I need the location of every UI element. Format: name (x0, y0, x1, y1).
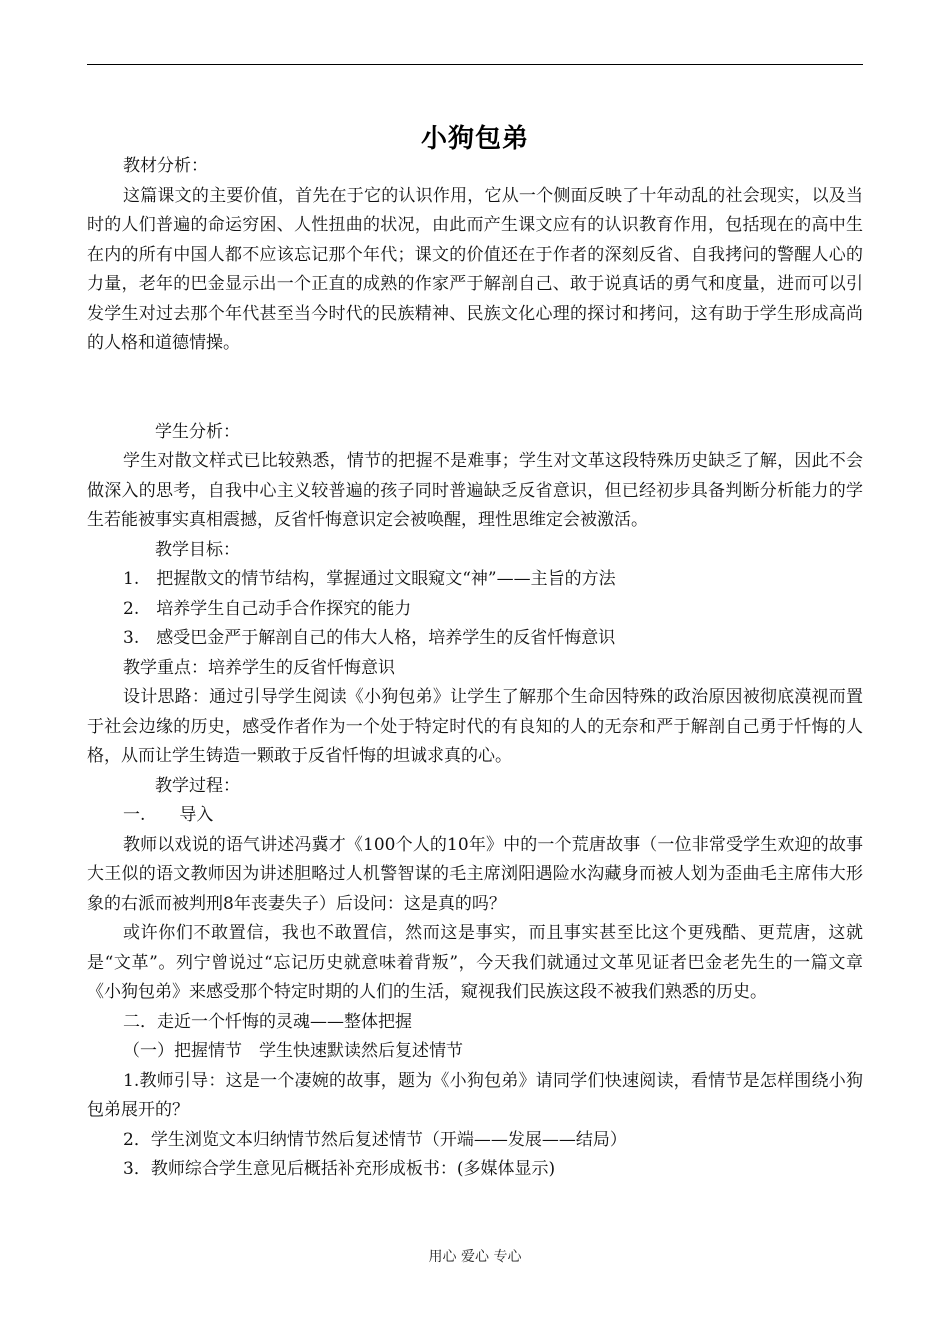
paragraph-introduction-story: 教师以戏说的语气讲述冯冀才《100个人的10年》中的一个荒唐故事（一位非常受学生欢迎的故事大王似的语文教师因为讲述胆略过人机警智谋的毛主席浏阳遇险水沟藏身而被人划为歪曲毛主席伟大形象的右派而被判刑8年丧妻失子）后设问：这是真的吗？ (87, 834, 863, 914)
process-step-1-heading: 一. 导入 (123, 805, 214, 825)
document-title: 小狗包弟 (420, 124, 529, 154)
section-heading-student-analysis: 学生分析： (155, 421, 240, 442)
header-rule (87, 64, 863, 65)
document-body (87, 152, 863, 1185)
goal-item-1: 1. 把握散文的情节结构，掌握通过文眼窥文“神”——主旨的方法 (123, 569, 616, 589)
teaching-focus: 教学重点：培养学生的反省忏悔意识 (123, 657, 395, 678)
section-heading-teaching-goals: 教学目标： (155, 539, 240, 560)
goal-item-3: 3. 感受巴金严于解剖自己的伟大人格，培养学生的反省忏悔意识 (123, 628, 616, 648)
design-approach: 设计思路：通过引导学生阅读《小狗包弟》让学生了解那个生命因特殊的政治原因被彻底漠视而置于社会边缘的历史，感受作者作为一个处于特定时代的有良知的人的无奈和严于解剖自己勇于忏悔的人格，从而让学生铸造一颗敢于反省忏悔的坦诚求真的心。 (87, 687, 863, 766)
process-step-2-heading: 二．走近一个忏悔的灵魂——整体把握 (123, 1011, 412, 1032)
paragraph-introduction-followup: 或许你们不敢置信，我也不敢置信，然而这是事实，而且事实甚至比这个更残酷、更荒唐，这就是“文革”。列宁曾说过“忘记历史就意味着背叛”，今天我们就通过文革见证者巴金老先生的一篇文章《小狗包弟》来感受那个特定时期的人们的生活，窥视我们民族这段不被我们熟悉的历史。 (87, 923, 863, 1002)
section-heading-material-analysis: 教材分析： (123, 156, 208, 176)
sub-step-item-2: 2．学生浏览文本归纳情节然后复述情节（开端——发展——结局） (123, 1129, 627, 1150)
paragraph-material-analysis: 这篇课文的主要价值，首先在于它的认识作用，它从一个侧面反映了十年动乱的社会现实，以及当时的人们普遍的命运穷困、人性扭曲的状况，由此而产生课文应有的认识教育作用，包括现在的高中生在内的所有中国人都不应该忘记那个年代；课文的价值还在于作者的深刻反省、自我拷问的警醒人心的力量，老年的巴金显示出一个正直的成熟的作家严于解剖自己、敢于说真话的勇气和度量，进而可以引发学生对过去那个年代甚至当今时代的民族精神、民族文化心理的探讨和拷问，这有助于学生形成高尚的人格和道德情操。 (87, 185, 863, 353)
section-heading-teaching-process: 教学过程： (155, 775, 240, 796)
spacer (87, 359, 863, 418)
sub-step-heading: （一）把握情节 学生快速默读然后复述情节 (123, 1041, 463, 1061)
sub-step-item-1: 1.教师引导：这是一个凄婉的故事，题为《小狗包弟》请同学们快速阅读，看情节是怎样围绕小狗包弟展开的？ (87, 1070, 863, 1120)
page-footer: 用心 爱心 专心 (428, 1249, 522, 1265)
paragraph-student-analysis: 学生对散文样式已比较熟悉，情节的把握不是难事；学生对文革这段特殊历史缺乏了解，因此不会做深入的思考，自我中心主义较普遍的孩子同时普遍缺乏反省意识，但已经初步具备判断分析能力的学生若能被事实真相震撼，反省忏悔意识定会被唤醒，理性思维定会被激活。 (87, 451, 863, 530)
sub-step-item-3: 3．教师综合学生意见后概括补充形成板书：(多媒体显示) (123, 1159, 556, 1179)
goal-item-2: 2. 培养学生自己动手合作探究的能力 (123, 598, 412, 619)
